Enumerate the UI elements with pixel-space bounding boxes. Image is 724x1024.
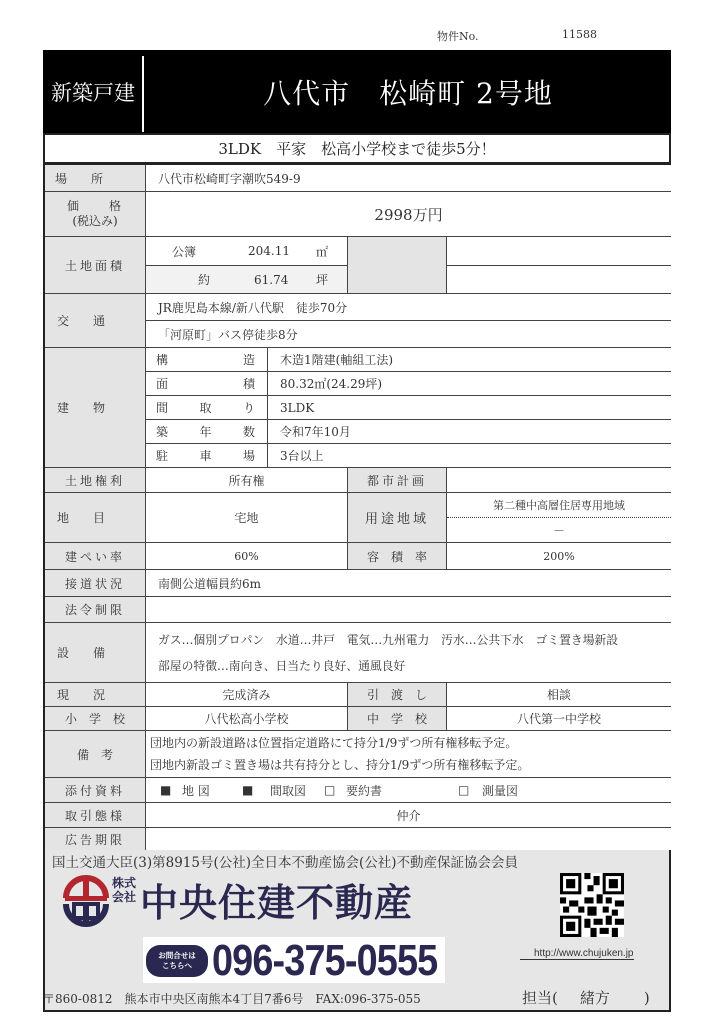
attachment-survey-label: 測量図 <box>482 783 519 798</box>
attachment-floorplan-checkbox[interactable]: ■ <box>242 783 254 797</box>
status-label: 現 況 <box>45 683 146 707</box>
price-label-main: 価 格 <box>66 199 123 213</box>
property-type: 新築戸建 <box>51 81 135 105</box>
land-category-value: 宅地 <box>146 493 348 543</box>
remarks-value <box>146 731 671 778</box>
attachment-survey-checkbox[interactable]: □ <box>458 783 470 797</box>
junior-high-label: 中 学 校 <box>348 707 447 731</box>
attachment-map-checkbox[interactable]: ■ <box>160 783 172 797</box>
approx-label: 約 <box>198 273 211 287</box>
land-area-blank-2 <box>447 266 671 294</box>
remarks-line-2: 団地内新設ゴミ置き場は共有持分とし、持分1/9ずつ所有権移転予定。 <box>150 758 530 772</box>
property-no-value: 11588 <box>562 28 597 41</box>
contact-badge-line-2: こちらへ <box>162 961 192 970</box>
coverage-label: 建ぺい率 <box>45 543 146 570</box>
zoning-value: 第二種中高層住居専用地域 <box>447 493 671 518</box>
land-rights-label: 土地権利 <box>45 468 146 493</box>
building-layout-label: 間 取 り <box>146 396 268 420</box>
junior-high-value: 八代第一中学校 <box>447 707 671 731</box>
building-structure-value: 木造1階建(軸組工法) <box>268 348 671 372</box>
price-value: 2998万円 <box>146 192 671 237</box>
building-parking-value: 3台以上 <box>268 444 671 468</box>
legal-restrictions-label: 法令制限 <box>45 597 146 623</box>
contact-badge-line-1: お問合せは <box>158 951 196 960</box>
status-value: 完成済み <box>146 683 348 707</box>
price-label-sub: (税込み) <box>72 214 118 228</box>
attachment-summary-checkbox[interactable]: □ <box>324 783 336 797</box>
elementary-school-label: 小 学 校 <box>45 707 146 731</box>
registry-value: 204.11 <box>248 244 290 258</box>
company-name: 中央住建不動産 <box>140 881 414 925</box>
building-age-value: 令和7年10月 <box>268 420 671 444</box>
qr-code-icon[interactable] <box>560 873 624 937</box>
license-text: 国土交通大臣(3)第8915号(公社)全日本不動産協会(公社)不動産保証協会会員 <box>52 855 519 871</box>
road-access-label: 接道状況 <box>45 570 146 597</box>
facilities-label: 設 備 <box>45 623 146 683</box>
facilities-value <box>146 623 671 683</box>
remarks-label: 備 考 <box>45 731 146 778</box>
staff-label: 担当( <box>522 989 558 1007</box>
land-area-blank-1 <box>447 237 671 266</box>
approx-unit: 坪 <box>316 273 329 287</box>
handover-value: 相談 <box>447 683 671 707</box>
header-divider <box>142 56 144 132</box>
building-structure-label: 構 造 <box>146 348 268 372</box>
staff-name: 緒方 <box>579 989 610 1007</box>
staff-close: ) <box>643 989 650 1007</box>
facilities-line-1: ガス…個別プロパン 水道…井戸 電気…九州電力 汚水…公共下水 ゴミ置き場新設 <box>158 632 619 647</box>
land-area-registry <box>146 237 348 266</box>
qr-code-graphic <box>560 873 624 937</box>
registry-unit: ㎡ <box>316 244 329 259</box>
attachment-summary-label: 要約書 <box>346 783 383 798</box>
location-value: 八代市松崎町字潮吹549-9 <box>146 165 671 192</box>
zoning-label: 用途地域 <box>348 493 447 543</box>
building-age-label: 築 年 数 <box>146 420 268 444</box>
building-area-value: 80.32㎡(24.29坪) <box>268 372 671 396</box>
transaction-type-value: 仲介 <box>146 803 671 828</box>
land-area-blank-label <box>348 237 447 294</box>
city-planning-value <box>447 468 671 493</box>
location-label: 場 所 <box>45 165 146 192</box>
building-label: 建 物 <box>45 348 146 468</box>
company-prefix-1: 株式 <box>112 876 137 890</box>
approx-value: 61.74 <box>254 272 289 287</box>
website-link[interactable]: http://www.chujuken.jp <box>520 948 634 960</box>
attachments-value <box>146 778 671 803</box>
company-address: 〒860-0812 熊本市中央区南熊本4丁目7番6号 FAX:096-375-055 <box>43 992 421 1006</box>
attachment-map-label: 地 図 <box>182 783 210 798</box>
transport-line-1: JR鹿児島本線/新八代駅 徒歩70分 <box>146 294 671 321</box>
coverage-value: 60% <box>146 543 348 570</box>
page-title: 八代市 松崎町 2号地 <box>263 77 553 110</box>
registry-label: 公簿 <box>172 244 197 259</box>
legal-restrictions-value <box>146 597 671 623</box>
floor-ratio-value: 200% <box>447 543 671 570</box>
road-access-value: 南側公道幅員約6m <box>146 570 671 597</box>
property-no-label: 物件No. <box>437 30 479 43</box>
attachment-floorplan-label: 間取図 <box>270 783 307 798</box>
ad-period-value <box>146 828 671 851</box>
land-rights-value: 所有権 <box>146 468 348 493</box>
handover-label: 引 渡 し <box>348 683 447 707</box>
staff-contact <box>522 987 650 1008</box>
company-prefix <box>112 876 138 904</box>
zoning-sub-value: － <box>447 518 671 543</box>
property-table <box>43 163 671 851</box>
ad-period-label: 広告期限 <box>45 828 146 851</box>
elementary-school-value: 八代松高小学校 <box>146 707 348 731</box>
land-area-label: 土地面積 <box>45 237 146 294</box>
building-area-label: 面 積 <box>146 372 268 396</box>
building-parking-label: 駐 車 場 <box>146 444 268 468</box>
contact-badge <box>146 945 208 977</box>
building-layout-value: 3LDK <box>268 396 671 420</box>
company-prefix-2: 会社 <box>112 890 137 904</box>
price-label <box>45 192 146 237</box>
attachments-label: 添付資料 <box>45 778 146 803</box>
land-category-label: 地 目 <box>45 493 146 543</box>
city-planning-label: 都市計画 <box>348 468 447 493</box>
transport-label: 交 通 <box>45 294 146 348</box>
company-logo-icon <box>62 874 110 930</box>
remarks-line-1: 団地内の新設道路は位置指定道路にて持分1/9ずつ所有権移転予定。 <box>150 736 518 750</box>
transport-line-2: 「河原町」バス停徒歩8分 <box>146 321 671 348</box>
facilities-line-2: 部屋の特徴…南向き、日当たり良好、通風良好 <box>158 658 406 673</box>
tagline: 3LDK 平家 松高小学校まで徒歩5分！ <box>43 133 671 164</box>
transaction-type-label: 取引態様 <box>45 803 146 828</box>
phone-number[interactable]: 096-375-0555 <box>212 936 438 985</box>
land-area-approx <box>146 266 348 294</box>
floor-ratio-label: 容 積 率 <box>348 543 447 570</box>
